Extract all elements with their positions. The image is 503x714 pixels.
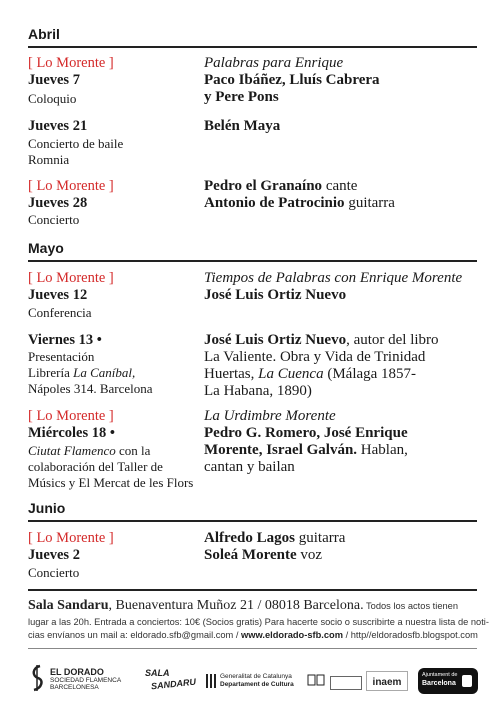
event-performers-cont: y Pere Pons <box>204 89 279 105</box>
event-date: Viernes 13 • <box>28 332 102 348</box>
month-heading-april: Abril <box>28 26 60 42</box>
event-kind-cont: Romnia <box>28 152 70 167</box>
performer-role: guitarra <box>294 530 346 546</box>
performer-role: voz <box>296 547 323 563</box>
place-text: Librería <box>28 365 74 380</box>
event-kind: Coloquio <box>28 91 77 106</box>
eldorado-logo <box>28 664 140 694</box>
description-text: , autor del libro <box>346 332 439 348</box>
lo-morente-tag: [ Lo Morente ] <box>28 408 114 424</box>
month-heading-june: Junio <box>28 500 66 516</box>
performer-names: Morente, Israel Galván. <box>204 442 358 458</box>
performer-name: Soleá Morente <box>204 547 297 563</box>
event-description-line: La Valiente. Obra y Vida de Trinidad <box>204 349 426 365</box>
spain-crest-icon <box>305 672 327 690</box>
lo-morente-tag: [ Lo Morente ] <box>28 55 114 71</box>
event-performer-line <box>204 178 490 195</box>
logo-divider <box>28 648 477 649</box>
event-date: Jueves 12 <box>28 287 88 303</box>
performer-name: Antonio de Patrocinio <box>204 195 345 211</box>
event-performers-cont <box>204 442 490 459</box>
contact-email: cias envíanos un mail a: eldorado.sfb@gmail.com / <box>28 630 242 640</box>
event-title: La Urdimbre Morente <box>204 408 336 424</box>
event-date: Miércoles 18 • <box>28 425 115 441</box>
divider <box>28 260 477 262</box>
divider <box>28 46 477 48</box>
website-link[interactable]: www.eldorado-sfb.com <box>241 630 343 640</box>
generalitat-logo <box>206 672 301 694</box>
event-performers: Pedro G. Romero, José Enrique <box>204 425 408 441</box>
performer-name: Alfredo Lagos <box>204 530 295 546</box>
lo-morente-tag: [ Lo Morente ] <box>28 270 114 286</box>
event-kind: Presentación <box>28 349 95 364</box>
footer-venue-line <box>28 598 488 614</box>
event-address: Nápoles 314. Barcelona <box>28 381 153 396</box>
month-heading-may: Mayo <box>28 240 64 256</box>
ajuntament-city: Barcelona <box>422 680 456 687</box>
venue-address: , Buenaventura Muñoz 21 / 08018 Barcelona. <box>108 598 364 613</box>
divider <box>28 520 477 522</box>
lo-morente-tag: [ Lo Morente ] <box>28 530 114 546</box>
description-text: Hablan, <box>357 442 408 458</box>
place-name: La Caníbal, <box>73 365 136 380</box>
event-title: Tiempos de Palabras con Enrique Morente <box>204 270 463 286</box>
event-performer-line <box>204 195 490 212</box>
event-description-line: La Habana, 1890) <box>204 383 312 399</box>
blog-link[interactable]: / http//eldoradosfb.blogspot.com <box>342 630 478 640</box>
event-place-cont: Músics y El Mercat de les Flors <box>28 475 194 490</box>
book-title: La Cuenca <box>258 366 324 382</box>
eldorado-sub: BARCELONESA <box>50 684 99 691</box>
generalitat-name: Generalitat de Catalunya <box>220 673 292 680</box>
event-description-line: cantan y bailan <box>204 459 295 475</box>
event-kind: Concierto <box>28 565 80 580</box>
eldorado-title: EL DORADO <box>50 667 104 677</box>
event-performer-line <box>204 530 490 547</box>
sandaru-logo-text: SANDARU <box>150 676 197 692</box>
event-title: Palabras para Enrique <box>204 55 344 71</box>
senyera-icon <box>206 674 216 688</box>
event-description-line <box>204 366 490 383</box>
event-place-cont: colaboración del Taller de <box>28 459 163 474</box>
sala-logo-text: SALA <box>145 668 170 678</box>
eldorado-sub: SOCIEDAD FLAMENCA <box>50 677 122 684</box>
event-kind: Concierto de baile <box>28 136 124 151</box>
footer-contact-line <box>28 630 478 640</box>
event-place <box>28 365 135 381</box>
performer-name: Pedro el Granaíno <box>204 178 323 194</box>
performer-name: José Luis Ortiz Nuevo <box>204 332 347 348</box>
place-name: Ciutat Flamenco <box>28 443 116 458</box>
event-performers: Paco Ibáñez, Lluís Cabrera <box>204 72 380 88</box>
lo-morente-tag: [ Lo Morente ] <box>28 178 114 194</box>
footer-text: Todos los actos tienen <box>363 601 459 611</box>
footer-info-line: lugar a las 20h. Entrada a conciertos: 10€ (Socios gratis) Para hacerte socio o suscribirte a nuestra lista de noti- <box>28 617 489 627</box>
inaem-text: inaem <box>372 677 402 688</box>
event-description-line <box>204 332 490 349</box>
description-text: (Málaga 1857- <box>323 366 417 382</box>
ministry-label-box <box>330 676 362 690</box>
event-performer: Belén Maya <box>204 118 281 134</box>
event-date: Jueves 28 <box>28 195 88 211</box>
performer-role: cante <box>322 178 358 194</box>
event-date: Jueves 7 <box>28 72 80 88</box>
event-kind: Concierto <box>28 212 80 227</box>
barcelona-shield-icon <box>462 675 472 687</box>
event-place <box>28 443 150 459</box>
venue-name: Sala Sandaru <box>28 598 109 613</box>
event-date: Jueves 21 <box>28 118 88 134</box>
event-performer: José Luis Ortiz Nuevo <box>204 287 347 303</box>
description-text: Huertas, <box>204 366 259 382</box>
place-text: con la <box>115 443 151 458</box>
event-date: Jueves 2 <box>28 547 80 563</box>
eldorado-emblem-icon <box>28 664 46 692</box>
generalitat-dept: Departament de Cultura <box>220 681 294 688</box>
ministry-crest-icon <box>305 672 330 690</box>
event-performer-line <box>204 547 490 564</box>
performer-role: guitarra <box>344 195 395 211</box>
ajuntament-logo <box>418 668 478 694</box>
sala-sandaru-logo <box>145 668 195 692</box>
inaem-logo <box>366 671 408 691</box>
ajuntament-label: Ajuntament de <box>422 672 458 678</box>
footer-divider <box>28 589 477 591</box>
event-kind: Conferencia <box>28 305 92 320</box>
